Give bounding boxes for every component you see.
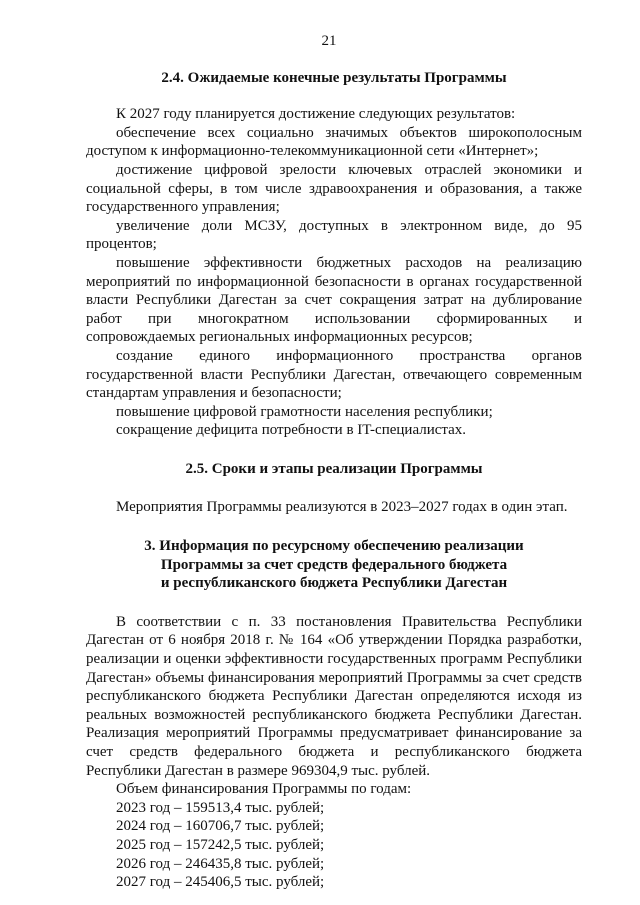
funding-year-item: 2026 год – 246435,8 тыс. рублей; [116, 855, 325, 872]
funding-year-item: 2027 год – 245406,5 тыс. рублей; [116, 874, 325, 891]
result-item: увеличение доли МСЗУ, доступных в электронном виде, до 95 процентов; [86, 217, 582, 253]
section-heading-2-4: 2.4. Ожидаемые конечные результаты Программы [161, 69, 507, 86]
section-heading-3-line-3: и республиканского бюджета Республики Дагестан [160, 575, 508, 592]
section-heading-2-5: 2.5. Сроки и этапы реализации Программы [185, 460, 483, 477]
result-item: сокращение дефицита потребности в IT-специалистах. [116, 422, 467, 439]
page-number: 21 [321, 33, 337, 49]
section-heading-3-line-1: 3. Информация по ресурсному обеспечению реализации [144, 538, 524, 555]
funding-year-item: 2025 год – 157242,5 тыс. рублей; [116, 836, 325, 853]
result-item: повышение цифровой грамотности населения республики; [116, 403, 493, 420]
result-item: обеспечение всех социально значимых объектов широкополосным доступом к информационно-телекоммуникационной сети «Интернет»; [86, 124, 582, 160]
result-item: повышение эффективности бюджетных расходов на реализацию мероприятий по информационной безопасности в органах государственной власти Республики Дагестан за счет сокращения затрат на дублирование работ при многократном использовании сформированных и сопровождаемых региональных информационных ресурсов; [86, 254, 582, 346]
timeline-text: Мероприятия Программы реализуются в 2023–2027 годах в один этап. [116, 499, 568, 516]
funding-year-item: 2024 год – 160706,7 тыс. рублей; [116, 818, 325, 835]
funding-by-year-list [86, 799, 582, 892]
funding-intro: Объем финансирования Программы по годам: [116, 781, 412, 798]
result-item: создание единого информационного пространства органов государственной власти Республики Дагестан, отвечающего современным стандартам управления и безопасности; [86, 347, 582, 402]
funding-paragraph: В соответствии с п. 33 постановления Правительства Республики Дагестан от 6 ноября 2018 г. № 164 «Об утверждении Порядка разработки, реализации и оценки эффективности государственных программ Республики Дагестан» объемы финансирования мероприятий Программы за счет средств республиканского бюджета Республики Дагестан определяются исходя из реальных возможностей республиканского бюджета Республики Дагестан. Реализация мероприятий Программы предусматривает финансирование за счет средств федерального бюджета и республиканского бюджета Республики Дагестан в размере 969304,9 тыс. рублей. [86, 613, 582, 779]
section-heading-3-line-2: Программы за счет средств федерального бюджета [160, 556, 508, 573]
funding-year-item: 2023 год – 159513,4 тыс. рублей; [116, 799, 325, 816]
result-item: достижение цифровой зрелости ключевых отраслей экономики и социальной сферы, в том числе здравоохранения и образования, а также государственного управления; [86, 161, 582, 216]
results-intro: К 2027 году планируется достижение следующих результатов: [116, 106, 516, 123]
